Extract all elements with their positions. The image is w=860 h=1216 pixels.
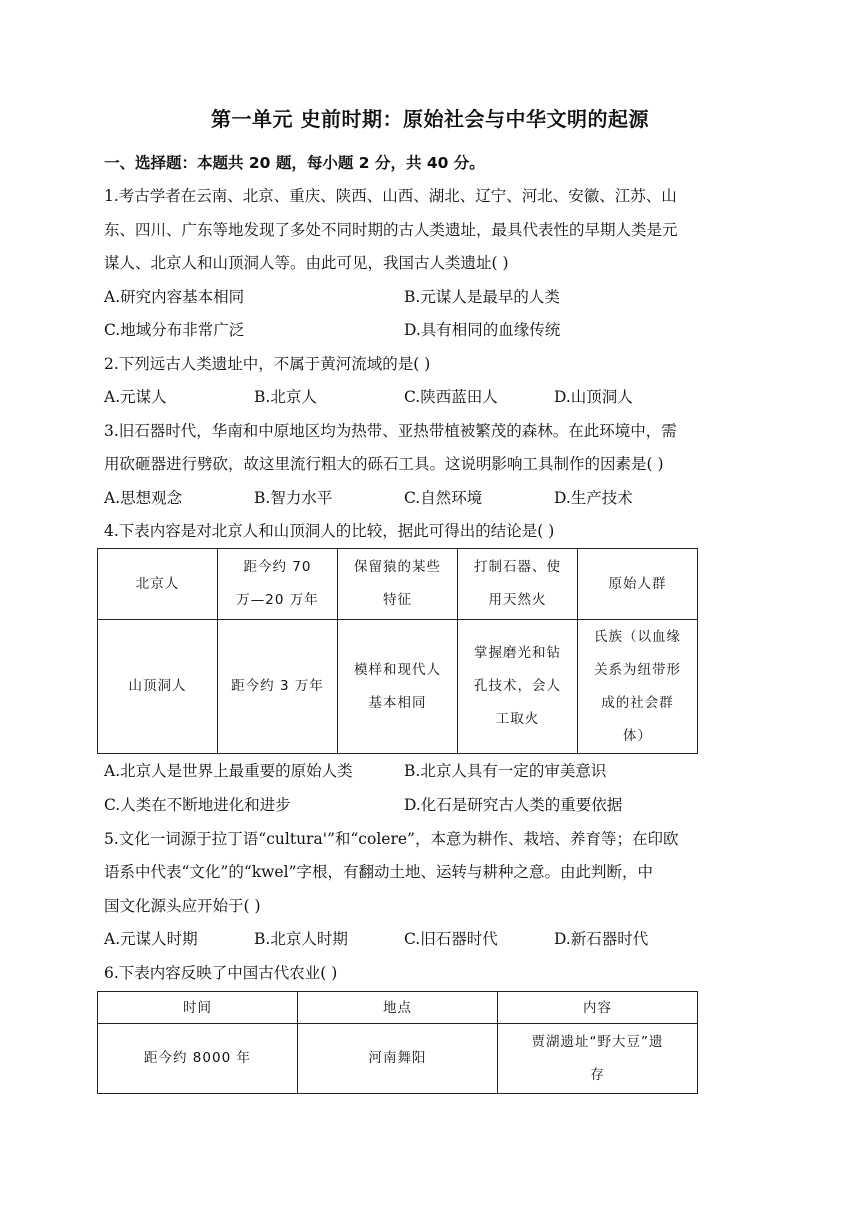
q5-option-a: A.元谋人时期 — [104, 930, 198, 948]
q3-option-c: C.自然环境 — [404, 489, 483, 507]
q4-line-1: 4.下表内容是对北京人和山顶洞人的比较，据此可得出的结论是( ) — [104, 522, 555, 540]
q5-option-d: D.新石器时代 — [554, 930, 649, 948]
q1-option-d: D.具有相同的血缘传统 — [404, 321, 561, 339]
q4-option-d: D.化石是研究古人类的重要依据 — [404, 796, 623, 814]
table-cell: 山顶洞人 — [98, 620, 218, 754]
table-cell-text: 贾湖遗址“野大豆”遗 存 — [531, 1033, 664, 1083]
table-header-row — [98, 992, 698, 1024]
q5-line-3: 国文化源头应开始于( ) — [104, 897, 261, 915]
q4-option-b: B.北京人具有一定的审美意识 — [404, 762, 607, 780]
table-cell — [338, 549, 458, 620]
q3-line-1: 3.旧石器时代，华南和中原地区均为热带、亚热带植被繁茂的森林。在此环境中，需 — [104, 422, 677, 440]
table-cell: 距今约 3 万年 — [218, 620, 338, 754]
q5-option-c: C.旧石器时代 — [404, 930, 498, 948]
q2-option-c: C.陕西蓝田人 — [404, 388, 498, 406]
table-row — [98, 549, 698, 620]
section-heading: 一、选择题：本题共 20 题，每小题 2 分，共 40 分。 — [104, 154, 485, 172]
q4-option-a: A.北京人是世界上最重要的原始人类 — [104, 762, 353, 780]
agriculture-table — [97, 991, 698, 1094]
table-cell — [218, 549, 338, 620]
q5-line-1: 5.文化一词源于拉丁语“cultura'”和“colere”，本意为耕作、栽培、养育等；在印欧 — [104, 830, 679, 848]
q1-option-b: B.元谋人是最早的人类 — [404, 288, 560, 306]
table-cell-text: 模样和现代人 基本相同 — [354, 661, 441, 711]
table-cell: 距今约 8000 年 — [98, 1024, 298, 1094]
table-cell: 北京人 — [98, 549, 218, 620]
table-row — [98, 620, 698, 754]
q3-line-2: 用砍砸器进行劈砍，故这里流行粗大的砾石工具。这说明影响工具制作的因素是( ) — [104, 455, 664, 473]
table-row — [98, 1024, 698, 1094]
table-cell — [338, 620, 458, 754]
q2-option-a: A.元谋人 — [104, 388, 167, 406]
q3-option-d: D.生产技术 — [554, 489, 633, 507]
table-header-cell: 地点 — [298, 992, 498, 1024]
q3-option-b: B.智力水平 — [254, 489, 333, 507]
q5-option-b: B.北京人时期 — [254, 930, 348, 948]
q1-line-3: 谋人、北京人和山顶洞人等。由此可见，我国古人类遗址( ) — [104, 254, 509, 272]
q5-line-2: 语系中代表“文化”的“kwel”字根，有翻动土地、运转与耕种之意。由此判断，中 — [104, 863, 653, 881]
q2-line-1: 2.下列远古人类遗址中，不属于黄河流域的是( ) — [104, 355, 431, 373]
table-cell: 河南舞阳 — [298, 1024, 498, 1094]
q2-option-b: B.北京人 — [254, 388, 317, 406]
q6-line-1: 6.下表内容反映了中国古代农业( ) — [104, 964, 338, 982]
q1-option-a: A.研究内容基本相同 — [104, 288, 245, 306]
table-cell: 原始人群 — [578, 549, 698, 620]
table-cell-text: 打制石器、使 用天然火 — [474, 559, 561, 608]
table-cell-text: 掌握磨光和钻 孔技术，会人 工取火 — [474, 645, 561, 727]
table-cell — [498, 1024, 698, 1094]
table-header-cell: 时间 — [98, 992, 298, 1024]
table-cell — [458, 620, 578, 754]
page-title: 第一单元 史前时期：原始社会与中华文明的起源 — [211, 107, 649, 131]
comparison-table — [97, 548, 698, 754]
table-cell — [458, 549, 578, 620]
q2-option-d: D.山顶洞人 — [554, 388, 633, 406]
table-cell — [578, 620, 698, 754]
q3-option-a: A.思想观念 — [104, 489, 183, 507]
q1-option-c: C.地域分布非常广泛 — [104, 321, 245, 339]
table-cell-text: 氏族（以血缘 关系为纽带形 成的社会群 体） — [594, 628, 681, 744]
q1-line-1: 1.考古学者在云南、北京、重庆、陕西、山西、湖北、辽宁、河北、安徽、江苏、山 — [104, 187, 677, 205]
table-cell-text: 保留猿的某些 特征 — [354, 559, 441, 608]
table-header-cell: 内容 — [498, 992, 698, 1024]
q1-line-2: 东、四川、广东等地发现了多处不同时期的古人类遗址，最具代表性的早期人类是元 — [104, 221, 678, 239]
q4-option-c: C.人类在不断地进化和进步 — [104, 796, 291, 814]
table-cell-text: 距今约 70 万—20 万年 — [236, 559, 319, 608]
